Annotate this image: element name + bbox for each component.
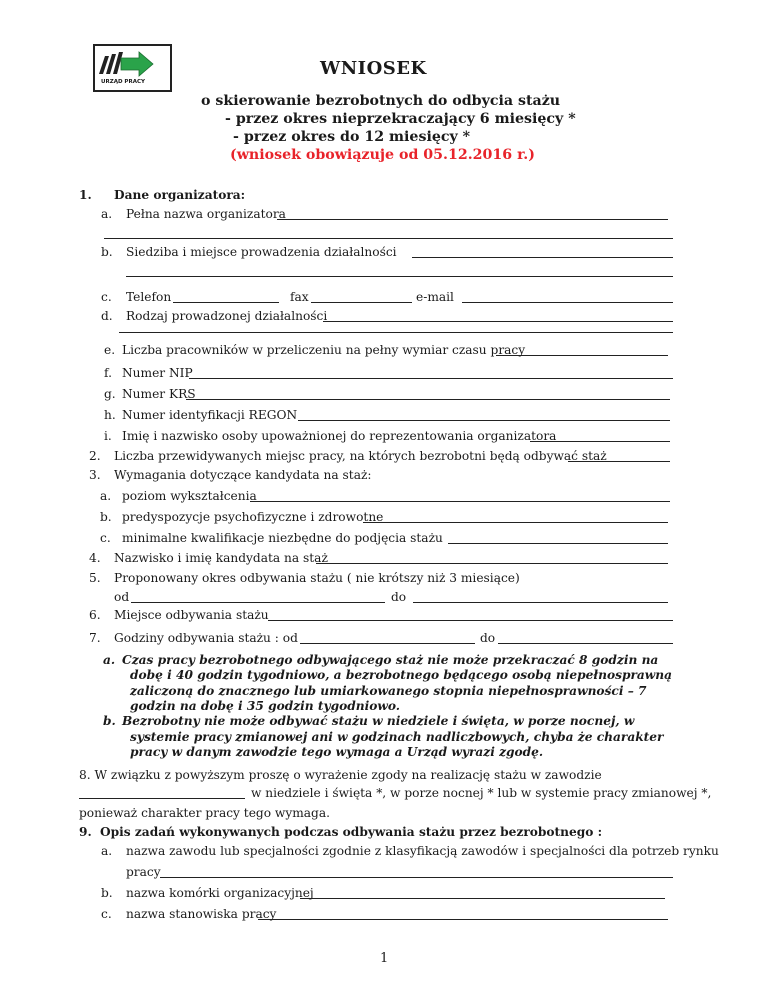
period-to-label: do <box>391 590 407 604</box>
field-label-regon: Numer identyfikacji REGON <box>122 408 298 422</box>
krs-field[interactable] <box>186 399 670 400</box>
period-from-field[interactable] <box>131 602 385 603</box>
field-label-position: nazwa stanowiska pracy <box>126 907 277 921</box>
validity-note: (wniosek obowiązuje od 05.12.2016 r.) <box>230 147 535 163</box>
field-label-unit: nazwa komórki organizacyjnej <box>126 886 314 900</box>
seat-field-continued[interactable] <box>126 276 673 277</box>
item-marker: c. <box>100 531 111 545</box>
position-field[interactable] <box>258 919 668 920</box>
field-label-period: Proponowany okres odbywania stażu ( nie krótszy niż 3 miesiące) <box>114 571 520 585</box>
occupation-name-field[interactable] <box>160 877 673 878</box>
item-marker: d. <box>101 309 113 323</box>
section-7-number: 7. <box>89 631 101 645</box>
qualifications-field[interactable] <box>448 543 668 544</box>
item-marker: b. <box>101 886 113 900</box>
seat-field[interactable] <box>412 257 673 258</box>
rule-b-line-1: Bezrobotny nie może odbywać stażu w niedziele i święta, w porze nocnej, w <box>122 714 635 728</box>
rule-b-line-3: pracy w danym zawodzie tego wymaga a Urząd wyrazi zgodę. <box>130 745 544 759</box>
period-to-field[interactable] <box>413 602 668 603</box>
positions-field[interactable] <box>568 461 670 462</box>
rule-a-line-1: Czas pracy bezrobotnego odbywającego staż nie może przekraczać 8 godzin na <box>122 653 659 667</box>
field-label-occupation-name: nazwa zawodu lub specjalności zgodnie z klasyfikacją zawodów i specjalności dla potrzeb rynku <box>126 844 719 858</box>
field-label-candidate: Nazwisko i imię kandydata na staż <box>114 551 328 565</box>
representative-field[interactable] <box>530 441 670 442</box>
field-label-representative: Imię i nazwisko osoby upoważnionej do reprezentowania organizatora <box>122 429 557 443</box>
full-name-field-continued[interactable] <box>104 238 673 239</box>
place-field[interactable] <box>268 620 673 621</box>
field-label-occupation-name-cont: pracy <box>126 865 161 879</box>
subtitle-line-1: o skierowanie bezrobotnych do odbycia stażu <box>201 93 561 109</box>
employees-field[interactable] <box>496 355 668 356</box>
rule-a-line-3: zaliczoną do znacznego lub umiarkowanego stopnia niepełnosprawności – 7 <box>130 684 647 698</box>
section-6-number: 6. <box>89 608 101 622</box>
section-1-number: 1. <box>79 188 92 202</box>
field-label-positions: Liczba przewidywanych miejsc pracy, na których bezrobotni będą odbywać staż <box>114 449 607 463</box>
education-field[interactable] <box>250 501 670 502</box>
field-label-employees: Liczba pracowników w przeliczeniu na pełny wymiar czasu pracy <box>122 343 526 357</box>
section-5-number: 5. <box>89 571 101 585</box>
item-marker: g. <box>104 387 116 401</box>
field-label-seat: Siedziba i miejsce prowadzenia działalności <box>126 245 397 259</box>
field-label-activity: Rodzaj prowadzonej działalności <box>126 309 328 323</box>
rule-a-marker: a. <box>103 653 116 667</box>
field-label-krs: Numer KRS <box>122 387 196 401</box>
period-from-label: od <box>114 590 130 604</box>
hours-from-field[interactable] <box>300 643 475 644</box>
regon-field[interactable] <box>298 420 670 421</box>
urzad-pracy-logo <box>93 44 172 92</box>
section-9-number: 9. <box>79 825 92 839</box>
section-1-title: Dane organizatora: <box>114 188 246 202</box>
field-label-phone: Telefon <box>126 290 172 304</box>
rule-b-marker: b. <box>103 714 116 728</box>
rule-a-line-4: godzin na dobę i 35 godzin tygodniowo. <box>130 699 401 713</box>
fax-field[interactable] <box>311 302 412 303</box>
unit-field[interactable] <box>300 898 665 899</box>
full-name-field[interactable] <box>277 219 668 220</box>
email-field[interactable] <box>462 302 673 303</box>
rule-b-line-2: systemie pracy zmianowej ani w godzinach nadliczbowych, chyba że charakter <box>130 730 664 744</box>
activity-field[interactable] <box>323 321 673 322</box>
hours-to-label: do <box>480 631 496 645</box>
field-label-predispositions: predyspozycje psychofizyczne i zdrowotne <box>122 510 384 524</box>
field-label-email: e-mail <box>416 290 454 304</box>
section-4-number: 4. <box>89 551 101 565</box>
section-8-line-3: ponieważ charakter pracy tego wymaga. <box>79 806 331 820</box>
occupation-field[interactable] <box>79 798 245 799</box>
candidate-field[interactable] <box>316 563 668 564</box>
section-3-number: 3. <box>89 468 101 482</box>
field-label-education: poziom wykształcenia <box>122 489 257 503</box>
nip-field[interactable] <box>189 378 673 379</box>
section-8-line-1: 8. W związku z powyższym proszę o wyrażenie zgody na realizację stażu w zawodzie <box>79 768 602 782</box>
item-marker: f. <box>104 366 112 380</box>
subtitle-line-2: - przez okres nieprzekraczający 6 miesięcy * <box>225 111 576 127</box>
phone-field[interactable] <box>173 302 279 303</box>
item-marker: a. <box>101 844 113 858</box>
item-marker: b. <box>101 245 113 259</box>
section-3-title: Wymagania dotyczące kandydata na staż: <box>114 468 372 482</box>
predispositions-field[interactable] <box>363 522 668 523</box>
document-title: WNIOSEK <box>320 58 427 79</box>
item-marker: h. <box>104 408 116 422</box>
field-label-hours: Godziny odbywania stażu : od <box>114 631 298 645</box>
section-2-number: 2. <box>89 449 101 463</box>
logo-caption: URZĄD PRACY <box>101 79 145 85</box>
item-marker: a. <box>101 207 113 221</box>
section-9-title: Opis zadań wykonywanych podczas odbywania stażu przez bezrobotnego : <box>100 825 603 839</box>
item-marker: c. <box>101 907 112 921</box>
field-label-nip: Numer NIP <box>122 366 193 380</box>
item-marker: e. <box>104 343 116 357</box>
item-marker: c. <box>101 290 112 304</box>
section-8-line-2: w niedziele i święta *, w porze nocnej * lub w systemie pracy zmianowej *, <box>251 786 712 800</box>
field-label-full-name: Pełna nazwa organizatora <box>126 207 286 221</box>
field-label-fax: fax <box>290 290 309 304</box>
rule-a-line-2: dobę i 40 godzin tygodniowo, a bezrobotnego będącego osobą niepełnosprawną <box>130 668 673 682</box>
field-label-qualifications: minimalne kwalifikacje niezbędne do podjęcia stażu <box>122 531 443 545</box>
item-marker: a. <box>100 489 112 503</box>
subtitle-line-3: - przez okres do 12 miesięcy * <box>233 129 471 145</box>
hours-to-field[interactable] <box>498 643 673 644</box>
item-marker: i. <box>104 429 112 443</box>
page-number: 1 <box>380 951 389 966</box>
activity-field-continued[interactable] <box>119 332 673 333</box>
item-marker: b. <box>100 510 112 524</box>
field-label-place: Miejsce odbywania stażu <box>114 608 269 622</box>
